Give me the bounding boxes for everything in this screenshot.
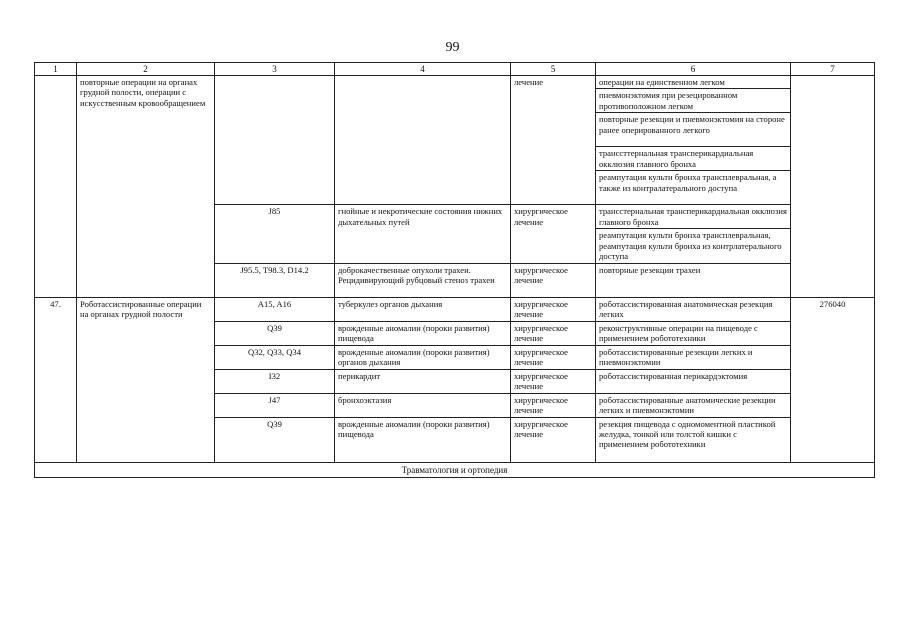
method-cell: резекция пищевода с одномоментной пластикой желудка, тонкой или толстой кишки с применением робототехники [596, 417, 791, 462]
icd-code-cell: J85 [215, 205, 335, 263]
treatment-type-cell: хирургическое лечение [511, 297, 596, 321]
treatment-type-cell: хирургическое лечение [511, 345, 596, 369]
table-row [35, 297, 875, 321]
diagnosis-cell: доброкачественные опухоли трахеи. Рецидивирующий рубцовый стеноз трахеи [335, 263, 511, 297]
column-header: 7 [791, 63, 875, 76]
diagnosis-cell: гнойные и некротические состояния нижних дыхательных путей [335, 205, 511, 263]
column-header-row [35, 63, 875, 76]
section-row [35, 462, 875, 477]
diagnosis-cell: врожденные аномалии (пороки развития) пищевода [335, 417, 511, 462]
icd-code-cell: J47 [215, 393, 335, 417]
method-cell: пневмонэктомия при резецированном противоположном легком [596, 89, 791, 113]
method-cell: трансстернальная трансперикардиальная окклюзия главного бронха [596, 205, 791, 229]
treatment-type-cell: хирургическое лечение [511, 393, 596, 417]
column-header: 6 [596, 63, 791, 76]
method-cell: транссттернальная трансперикардиальная окклюзия главного бронха [596, 147, 791, 171]
treatment-type-cell: хирургическое лечение [511, 321, 596, 345]
intervention-group-cell: повторные операции на органах грудной полости, операции с искусственным кровообращением [77, 76, 215, 298]
section-title: Травматология и ортопедия [35, 462, 875, 477]
intervention-group-cell: Роботассистированные операции на органах грудной полости [77, 297, 215, 462]
diagnosis-cell: врожденные аномалии (пороки развития) органов дыхания [335, 345, 511, 369]
cost-cell [791, 76, 875, 298]
diagnosis-cell: бронхоэктазия [335, 393, 511, 417]
treatment-type-cell: хирургическое лечение [511, 205, 596, 263]
row-number-cell [35, 76, 77, 298]
treatment-type-cell: хирургическое лечение [511, 369, 596, 393]
diagnosis-cell: перикардит [335, 369, 511, 393]
diagnosis-cell: туберкулез органов дыхания [335, 297, 511, 321]
method-cell: роботассистированные резекции легких и пневмонэктомии [596, 345, 791, 369]
icd-code-cell: Q39 [215, 417, 335, 462]
page-number: 99 [445, 40, 460, 55]
method-cell: реампутация культи бронха трансплевральная, а также из контралатерального доступа [596, 171, 791, 205]
diagnosis-cell [335, 76, 511, 205]
column-header: 4 [335, 63, 511, 76]
table-row [35, 76, 875, 89]
method-cell: роботассистированные анатомические резекции легких и пневмонэктомии [596, 393, 791, 417]
row-number-cell: 47. [35, 297, 77, 462]
icd-code-cell: Q32, Q33, Q34 [215, 345, 335, 369]
column-header: 5 [511, 63, 596, 76]
treatment-type-cell: хирургическое лечение [511, 263, 596, 297]
icd-code-cell: Q39 [215, 321, 335, 345]
method-cell: повторные резекции и пневмонэктомия на стороне ранее оперированного легкого [596, 113, 791, 147]
treatment-type-cell: лечение [511, 76, 596, 205]
icd-code-cell: J95.5, T98.3, D14.2 [215, 263, 335, 297]
method-cell: операции на единственном легком [596, 76, 791, 89]
cost-cell: 276040 [791, 297, 875, 462]
icd-code-cell: A15, A16 [215, 297, 335, 321]
method-cell: роботассистированная анатомическая резекция легких [596, 297, 791, 321]
method-cell: повторные резекции трахеи [596, 263, 791, 297]
diagnosis-cell: врожденные аномалии (пороки развития) пищевода [335, 321, 511, 345]
column-header: 1 [35, 63, 77, 76]
column-header: 3 [215, 63, 335, 76]
method-cell: реконструктивные операции на пищеводе с применением робототехники [596, 321, 791, 345]
icd-code-cell [215, 76, 335, 205]
document-table [34, 62, 875, 478]
treatment-type-cell: хирургическое лечение [511, 417, 596, 462]
method-cell: реампутация культи бронха трансплевральная, реампутация культи бронха из контрлатерального доступа [596, 229, 791, 263]
column-header: 2 [77, 63, 215, 76]
icd-code-cell: I32 [215, 369, 335, 393]
method-cell: роботассистированная перикардэктомия [596, 369, 791, 393]
